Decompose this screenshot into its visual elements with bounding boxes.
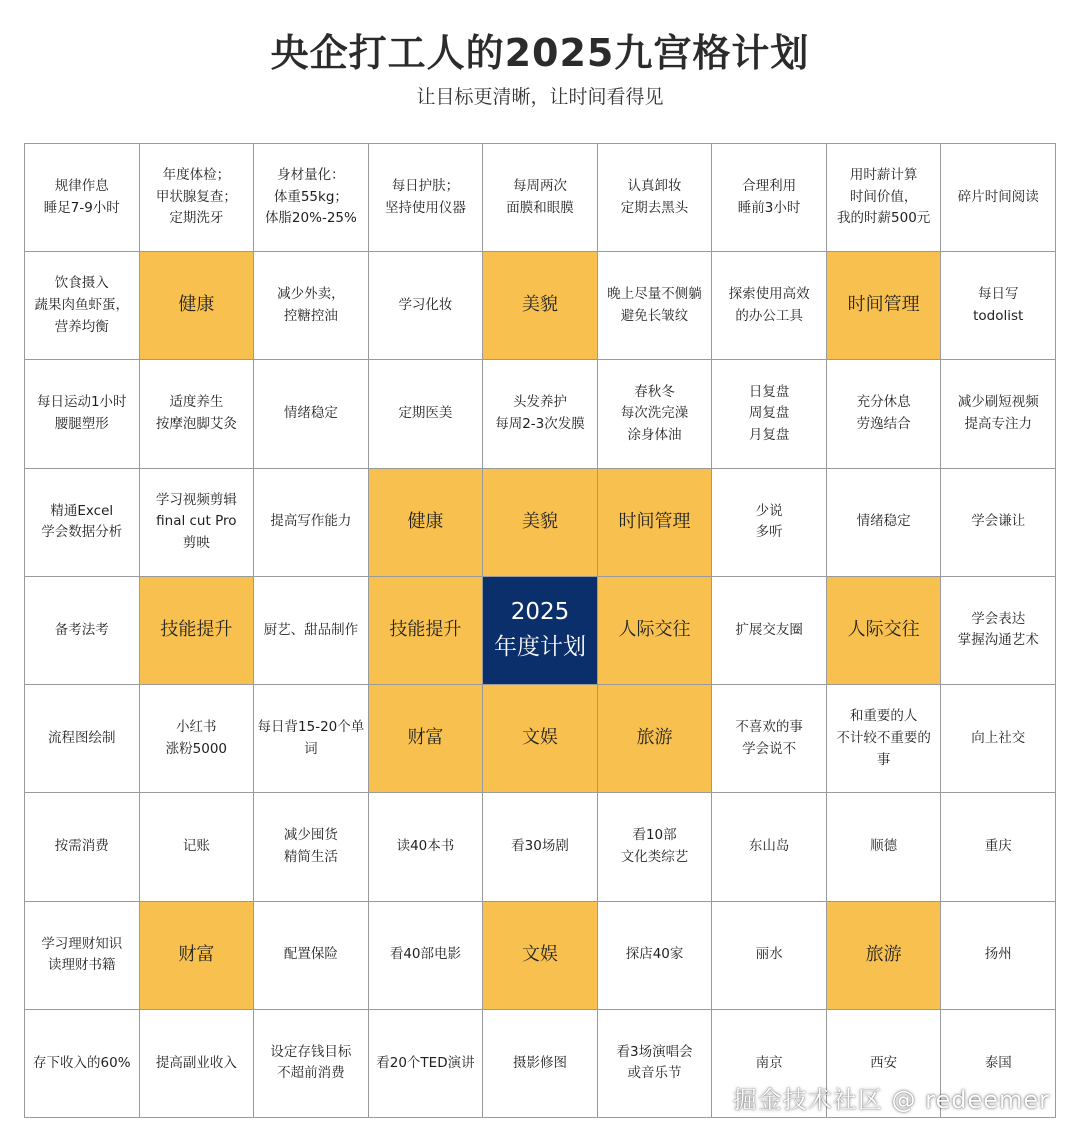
category-cell: 时间管理 [598,469,713,577]
category-cell: 时间管理 [827,252,942,360]
goal-cell: 年度体检； 甲状腺复查； 定期洗牙 [140,144,255,252]
goal-cell: 探店40家 [598,902,713,1010]
goal-cell: 设定存钱目标 不超前消费 [254,1010,369,1118]
goal-cell: 读40本书 [369,793,484,901]
page-title: 央企打工人的2025九宫格计划 [270,31,810,75]
goal-cell: 提高写作能力 [254,469,369,577]
goal-cell: 减少刷短视频 提高专注力 [941,360,1056,468]
goal-cell: 小红书 涨粉5000 [140,685,255,793]
goal-cell: 配置保险 [254,902,369,1010]
page-subtitle: 让目标更清晰，让时间看得见 [416,86,664,108]
category-cell: 旅游 [827,902,942,1010]
category-cell: 技能提升 [369,577,484,685]
goal-cell: 每日背15-20个单 词 [254,685,369,793]
goal-cell: 定期医美 [369,360,484,468]
goal-cell: 每周两次 面膜和眼膜 [483,144,598,252]
goal-cell: 情绪稳定 [254,360,369,468]
goal-cell: 不喜欢的事 学会说不 [712,685,827,793]
goal-cell: 看40部电影 [369,902,484,1010]
category-cell: 健康 [140,252,255,360]
goal-cell: 日复盘 周复盘 月复盘 [712,360,827,468]
category-cell: 人际交往 [827,577,942,685]
goal-cell: 身材量化： 体重55kg； 体脂20%-25% [254,144,369,252]
category-cell: 财富 [140,902,255,1010]
goal-cell: 备考法考 [25,577,140,685]
goal-cell: 重庆 [941,793,1056,901]
goal-cell: 西安 [827,1010,942,1118]
goal-cell: 学会表达 掌握沟通艺术 [941,577,1056,685]
category-cell: 财富 [369,685,484,793]
goal-cell: 合理利用 睡前3小时 [712,144,827,252]
category-cell: 美貌 [483,252,598,360]
goal-cell: 学习理财知识 读理财书籍 [25,902,140,1010]
goal-cell: 晚上尽量不侧躺 避免长皱纹 [598,252,713,360]
goal-cell: 春秋冬 每次洗完澡 涂身体油 [598,360,713,468]
goal-cell: 记账 [140,793,255,901]
watermark: 掘金技术社区 @ redeemer [732,1086,1050,1114]
goal-cell: 每日护肤； 坚持使用仪器 [369,144,484,252]
goal-cell: 看3场演唱会 或音乐节 [598,1010,713,1118]
goal-cell: 充分休息 劳逸结合 [827,360,942,468]
category-cell: 旅游 [598,685,713,793]
category-cell: 技能提升 [140,577,255,685]
goal-cell: 认真卸妆 定期去黑头 [598,144,713,252]
category-cell: 美貌 [483,469,598,577]
goal-cell: 看20个TED演讲 [369,1010,484,1118]
goal-cell: 减少囤货 精简生活 [254,793,369,901]
goal-cell: 存下收入的60% [25,1010,140,1118]
goal-cell: 顺德 [827,793,942,901]
goal-cell: 扬州 [941,902,1056,1010]
goal-cell: 每日运动1小时 腰腿塑形 [25,360,140,468]
goal-cell: 减少外卖， 控糖控油 [254,252,369,360]
goal-cell: 学习化妆 [369,252,484,360]
goal-cell: 泰国 [941,1010,1056,1118]
plan-grid [24,143,1056,1118]
category-cell: 人际交往 [598,577,713,685]
goal-cell: 东山岛 [712,793,827,901]
goal-cell: 按需消费 [25,793,140,901]
goal-cell: 少说 多听 [712,469,827,577]
goal-cell: 看30场剧 [483,793,598,901]
goal-cell: 头发养护 每周2-3次发膜 [483,360,598,468]
goal-cell: 丽水 [712,902,827,1010]
goal-cell: 向上社交 [941,685,1056,793]
goal-cell: 流程图绘制 [25,685,140,793]
goal-cell: 南京 [712,1010,827,1118]
goal-cell: 规律作息 睡足7-9小时 [25,144,140,252]
goal-cell: 用时薪计算 时间价值， 我的时薪500元 [827,144,942,252]
goal-cell: 饮食摄入 蔬果肉鱼虾蛋， 营养均衡 [25,252,140,360]
category-cell: 健康 [369,469,484,577]
goal-cell: 学会谦让 [941,469,1056,577]
goal-cell: 扩展交友圈 [712,577,827,685]
goal-cell: 学习视频剪辑 final cut Pro 剪映 [140,469,255,577]
goal-cell: 碎片时间阅读 [941,144,1056,252]
goal-cell: 情绪稳定 [827,469,942,577]
goal-cell: 厨艺、甜品制作 [254,577,369,685]
goal-cell: 提高副业收入 [140,1010,255,1118]
goal-cell: 每日写 todolist [941,252,1056,360]
center-plan-cell: 2025 年度计划 [483,577,598,685]
goal-cell: 和重要的人 不计较不重要的事 [827,685,942,793]
category-cell: 文娱 [483,685,598,793]
goal-cell: 精通Excel 学会数据分析 [25,469,140,577]
goal-cell: 摄影修图 [483,1010,598,1118]
goal-cell: 适度养生 按摩泡脚艾灸 [140,360,255,468]
goal-cell: 看10部 文化类综艺 [598,793,713,901]
goal-cell: 探索使用高效 的办公工具 [712,252,827,360]
category-cell: 文娱 [483,902,598,1010]
